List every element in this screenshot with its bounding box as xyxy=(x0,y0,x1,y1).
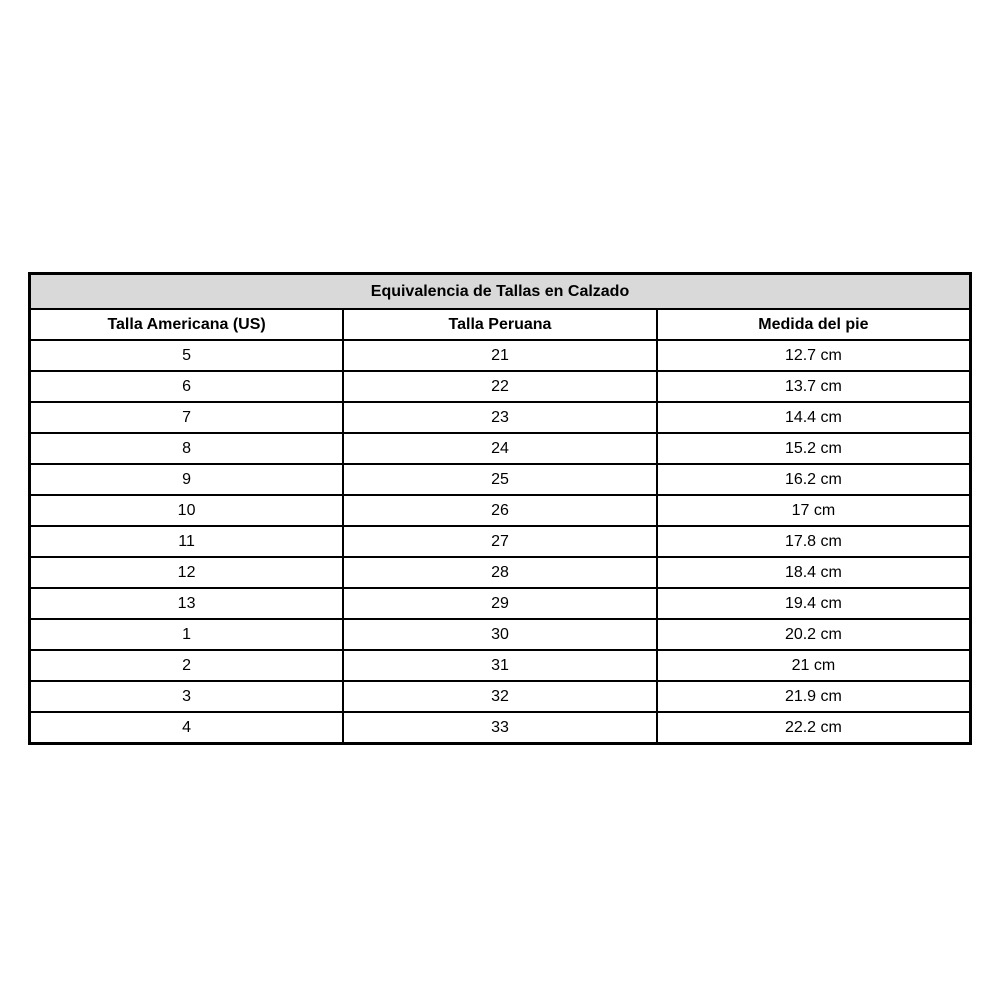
table-row xyxy=(30,495,971,526)
table-cell: 22 xyxy=(343,371,657,402)
table-row xyxy=(30,557,971,588)
table-row xyxy=(30,619,971,650)
table-cell: 17.8 cm xyxy=(657,526,971,557)
table-row xyxy=(30,433,971,464)
table-cell: 30 xyxy=(343,619,657,650)
table-cell: 3 xyxy=(30,681,344,712)
table-cell: 15.2 cm xyxy=(657,433,971,464)
table-cell: 5 xyxy=(30,340,344,371)
table-cell: 10 xyxy=(30,495,344,526)
table-row xyxy=(30,650,971,681)
table-cell: 4 xyxy=(30,712,344,744)
column-header-medida-del-pie: Medida del pie xyxy=(657,309,971,340)
table-cell: 14.4 cm xyxy=(657,402,971,433)
table-title: Equivalencia de Tallas en Calzado xyxy=(30,274,971,310)
table-cell: 16.2 cm xyxy=(657,464,971,495)
table-cell: 20.2 cm xyxy=(657,619,971,650)
table-cell: 24 xyxy=(343,433,657,464)
table-cell: 32 xyxy=(343,681,657,712)
shoe-size-equivalence-table xyxy=(28,272,972,745)
table-cell: 25 xyxy=(343,464,657,495)
table-cell: 19.4 cm xyxy=(657,588,971,619)
table-row xyxy=(30,526,971,557)
table-row xyxy=(30,402,971,433)
table-cell: 27 xyxy=(343,526,657,557)
table-row xyxy=(30,340,971,371)
table-cell: 12.7 cm xyxy=(657,340,971,371)
table-cell: 23 xyxy=(343,402,657,433)
table-cell: 7 xyxy=(30,402,344,433)
table-cell: 1 xyxy=(30,619,344,650)
table-cell: 29 xyxy=(343,588,657,619)
table-row xyxy=(30,464,971,495)
table-row xyxy=(30,712,971,744)
table-cell: 18.4 cm xyxy=(657,557,971,588)
table-cell: 33 xyxy=(343,712,657,744)
table-header-row xyxy=(30,309,971,340)
table-body xyxy=(30,340,971,744)
table-cell: 2 xyxy=(30,650,344,681)
table-cell: 12 xyxy=(30,557,344,588)
table-row xyxy=(30,588,971,619)
table-cell: 11 xyxy=(30,526,344,557)
table-cell: 28 xyxy=(343,557,657,588)
table-cell: 21 xyxy=(343,340,657,371)
table-cell: 31 xyxy=(343,650,657,681)
table-cell: 17 cm xyxy=(657,495,971,526)
table-cell: 9 xyxy=(30,464,344,495)
table-cell: 26 xyxy=(343,495,657,526)
table-cell: 8 xyxy=(30,433,344,464)
table-cell: 6 xyxy=(30,371,344,402)
table-head xyxy=(30,274,971,341)
table-title-row xyxy=(30,274,971,310)
column-header-talla-americana: Talla Americana (US) xyxy=(30,309,344,340)
table-cell: 22.2 cm xyxy=(657,712,971,744)
table-cell: 21 cm xyxy=(657,650,971,681)
table-row xyxy=(30,371,971,402)
table-cell: 21.9 cm xyxy=(657,681,971,712)
table-cell: 13 xyxy=(30,588,344,619)
table-row xyxy=(30,681,971,712)
table-cell: 13.7 cm xyxy=(657,371,971,402)
column-header-talla-peruana: Talla Peruana xyxy=(343,309,657,340)
